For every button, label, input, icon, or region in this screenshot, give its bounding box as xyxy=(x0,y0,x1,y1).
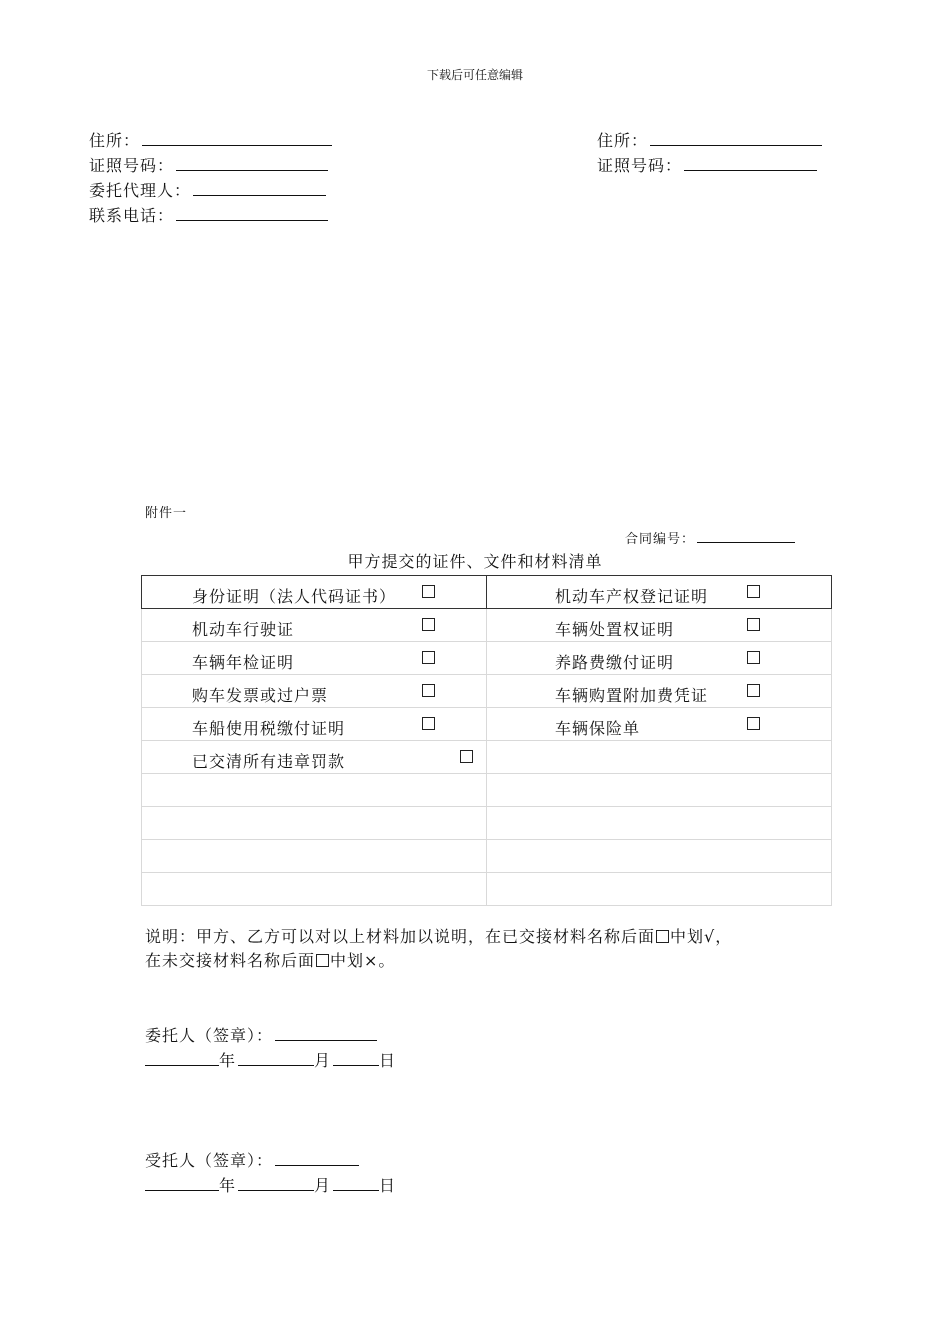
table-row xyxy=(142,840,832,873)
principal-signature-blank[interactable] xyxy=(275,1024,377,1041)
right-address-blank[interactable] xyxy=(650,129,822,146)
left-phone-blank[interactable] xyxy=(176,204,328,221)
material-cell xyxy=(142,708,487,741)
empty-cell xyxy=(487,873,832,906)
empty-cell xyxy=(142,807,487,840)
materials-table xyxy=(141,575,832,906)
year-blank[interactable] xyxy=(145,1174,219,1191)
principal-signature-row xyxy=(145,1023,377,1046)
checkbox[interactable] xyxy=(422,651,435,664)
page-header-note: 下载后可任意编辑 xyxy=(426,68,523,82)
left-address-row xyxy=(89,128,332,151)
left-phone-row xyxy=(89,203,328,226)
empty-cell xyxy=(487,774,832,807)
note-text: 说明：甲方、乙方可以对以上材料加以说明，在已交接材料名称后面 xyxy=(145,927,656,946)
material-label: 购车发票或过户票 xyxy=(192,686,329,705)
principal-date-row xyxy=(145,1048,396,1071)
material-cell xyxy=(487,708,832,741)
attachment-label: 附件一 xyxy=(145,506,188,521)
material-label: 车辆保险单 xyxy=(555,719,641,738)
note-text: 在未交接材料名称后面 xyxy=(145,951,316,970)
note-text: 中划×。 xyxy=(330,951,396,970)
material-label: 机动车行驶证 xyxy=(192,620,295,639)
checkbox[interactable] xyxy=(747,618,760,631)
table-row xyxy=(142,675,832,708)
month-blank[interactable] xyxy=(238,1174,314,1191)
left-agent-label: 委托代理人： xyxy=(89,181,192,200)
day-label: 日 xyxy=(379,1176,397,1195)
table-row xyxy=(142,741,832,774)
material-label: 身份证明（法人代码证书） xyxy=(192,587,397,606)
checkbox[interactable] xyxy=(422,618,435,631)
table-row xyxy=(142,642,832,675)
material-cell xyxy=(142,642,487,675)
right-address-label: 住所： xyxy=(597,131,649,150)
year-label: 年 xyxy=(219,1051,237,1070)
agent-signature-row xyxy=(145,1148,359,1171)
year-label: 年 xyxy=(219,1176,237,1195)
table-row xyxy=(142,774,832,807)
empty-cell xyxy=(142,840,487,873)
material-cell xyxy=(142,741,487,774)
contract-number-row xyxy=(625,528,795,547)
month-blank[interactable] xyxy=(238,1049,314,1066)
empty-cell xyxy=(142,873,487,906)
checkbox[interactable] xyxy=(747,684,760,697)
day-label: 日 xyxy=(379,1051,397,1070)
checkbox[interactable] xyxy=(422,585,435,598)
checkbox-icon xyxy=(656,930,669,943)
day-blank[interactable] xyxy=(333,1049,379,1066)
note-line-1 xyxy=(145,924,732,947)
table-row xyxy=(142,708,832,741)
principal-signature-label: 委托人（签章）： xyxy=(145,1026,274,1045)
right-id-label: 证照号码： xyxy=(597,156,683,175)
left-agent-row xyxy=(89,178,326,201)
table-row xyxy=(142,873,832,906)
checkbox-icon xyxy=(316,954,329,967)
month-label: 月 xyxy=(314,1176,332,1195)
material-label: 机动车产权登记证明 xyxy=(555,587,709,606)
right-id-row xyxy=(597,153,817,176)
checkbox[interactable] xyxy=(747,717,760,730)
material-cell xyxy=(487,609,832,642)
left-id-blank[interactable] xyxy=(176,154,328,171)
material-cell xyxy=(142,675,487,708)
table-row xyxy=(142,807,832,840)
material-label: 养路费缴付证明 xyxy=(555,653,675,672)
contract-number-label: 合同编号： xyxy=(625,532,696,547)
left-address-blank[interactable] xyxy=(142,129,332,146)
day-blank[interactable] xyxy=(333,1174,379,1191)
month-label: 月 xyxy=(314,1051,332,1070)
contract-number-blank[interactable] xyxy=(697,529,795,543)
table-row xyxy=(142,609,832,642)
empty-cell xyxy=(487,741,832,774)
checkbox[interactable] xyxy=(422,717,435,730)
table-row xyxy=(142,576,832,609)
agent-signature-label: 受托人（签章）： xyxy=(145,1151,274,1170)
note-text: 中划√， xyxy=(670,927,733,946)
material-cell xyxy=(142,576,487,609)
list-title: 甲方提交的证件、文件和材料清单 xyxy=(347,552,603,571)
material-cell xyxy=(487,642,832,675)
checkbox[interactable] xyxy=(460,750,473,763)
left-id-row xyxy=(89,153,328,176)
note-line-2 xyxy=(145,948,395,971)
left-address-label: 住所： xyxy=(89,131,141,150)
empty-cell xyxy=(487,807,832,840)
checkbox[interactable] xyxy=(422,684,435,697)
checkbox[interactable] xyxy=(747,585,760,598)
agent-date-row xyxy=(145,1173,396,1196)
material-label: 车辆年检证明 xyxy=(192,653,295,672)
material-label: 已交清所有违章罚款 xyxy=(192,752,346,771)
left-agent-blank[interactable] xyxy=(193,179,326,196)
left-phone-label: 联系电话： xyxy=(89,206,175,225)
material-label: 车辆购置附加费凭证 xyxy=(555,686,709,705)
material-cell xyxy=(487,675,832,708)
material-label: 车辆处置权证明 xyxy=(555,620,675,639)
year-blank[interactable] xyxy=(145,1049,219,1066)
material-cell xyxy=(487,576,832,609)
right-id-blank[interactable] xyxy=(684,154,817,171)
material-label: 车船使用税缴付证明 xyxy=(192,719,346,738)
right-address-row xyxy=(597,128,822,151)
empty-cell xyxy=(487,840,832,873)
material-cell xyxy=(142,609,487,642)
checkbox[interactable] xyxy=(747,651,760,664)
left-id-label: 证照号码： xyxy=(89,156,175,175)
agent-signature-blank[interactable] xyxy=(275,1149,359,1166)
empty-cell xyxy=(142,774,487,807)
